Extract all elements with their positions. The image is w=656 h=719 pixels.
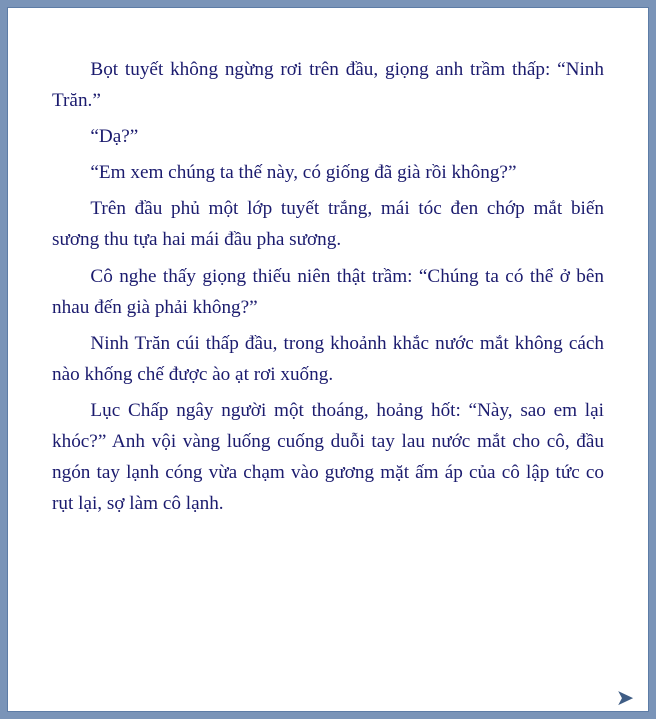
paragraph: “Dạ?” [90, 126, 139, 148]
next-page-arrow-icon[interactable]: ➤ [615, 685, 635, 710]
paragraph: Trên đầu phủ một lớp tuyết trắng, mái tóc đen chớp mắt biến sương thu tựa hai mái đầu pha sương. [52, 198, 604, 251]
paragraph: Bọt tuyết không ngừng rơi trên đầu, giọng anh trầm thấp: “Ninh Trăn.” [52, 59, 604, 112]
page-text-body [8, 8, 648, 519]
paragraph: Lục Chấp ngây người một thoáng, hoảng hốt: “Này, sao em lại khóc?” Anh vội vàng luống cuống duỗi tay lau nước mắt cho cô, đầu ngón tay lạnh cóng vừa chạm vào gương mặt ấm áp của cô lập tức co rụt lại, sợ làm cô lạnh. [52, 399, 604, 515]
paragraph: Ninh Trăn cúi thấp đầu, trong khoảnh khắc nước mắt không cách nào khống chế được ào ạt rơi xuống. [52, 332, 604, 385]
paragraph: Cô nghe thấy giọng thiếu niên thật trầm: “Chúng ta có thể ở bên nhau đến già phải không?” [52, 265, 604, 318]
paragraph: “Em xem chúng ta thế này, có giống đã già rồi không?” [90, 162, 517, 184]
reader-page [8, 8, 648, 711]
